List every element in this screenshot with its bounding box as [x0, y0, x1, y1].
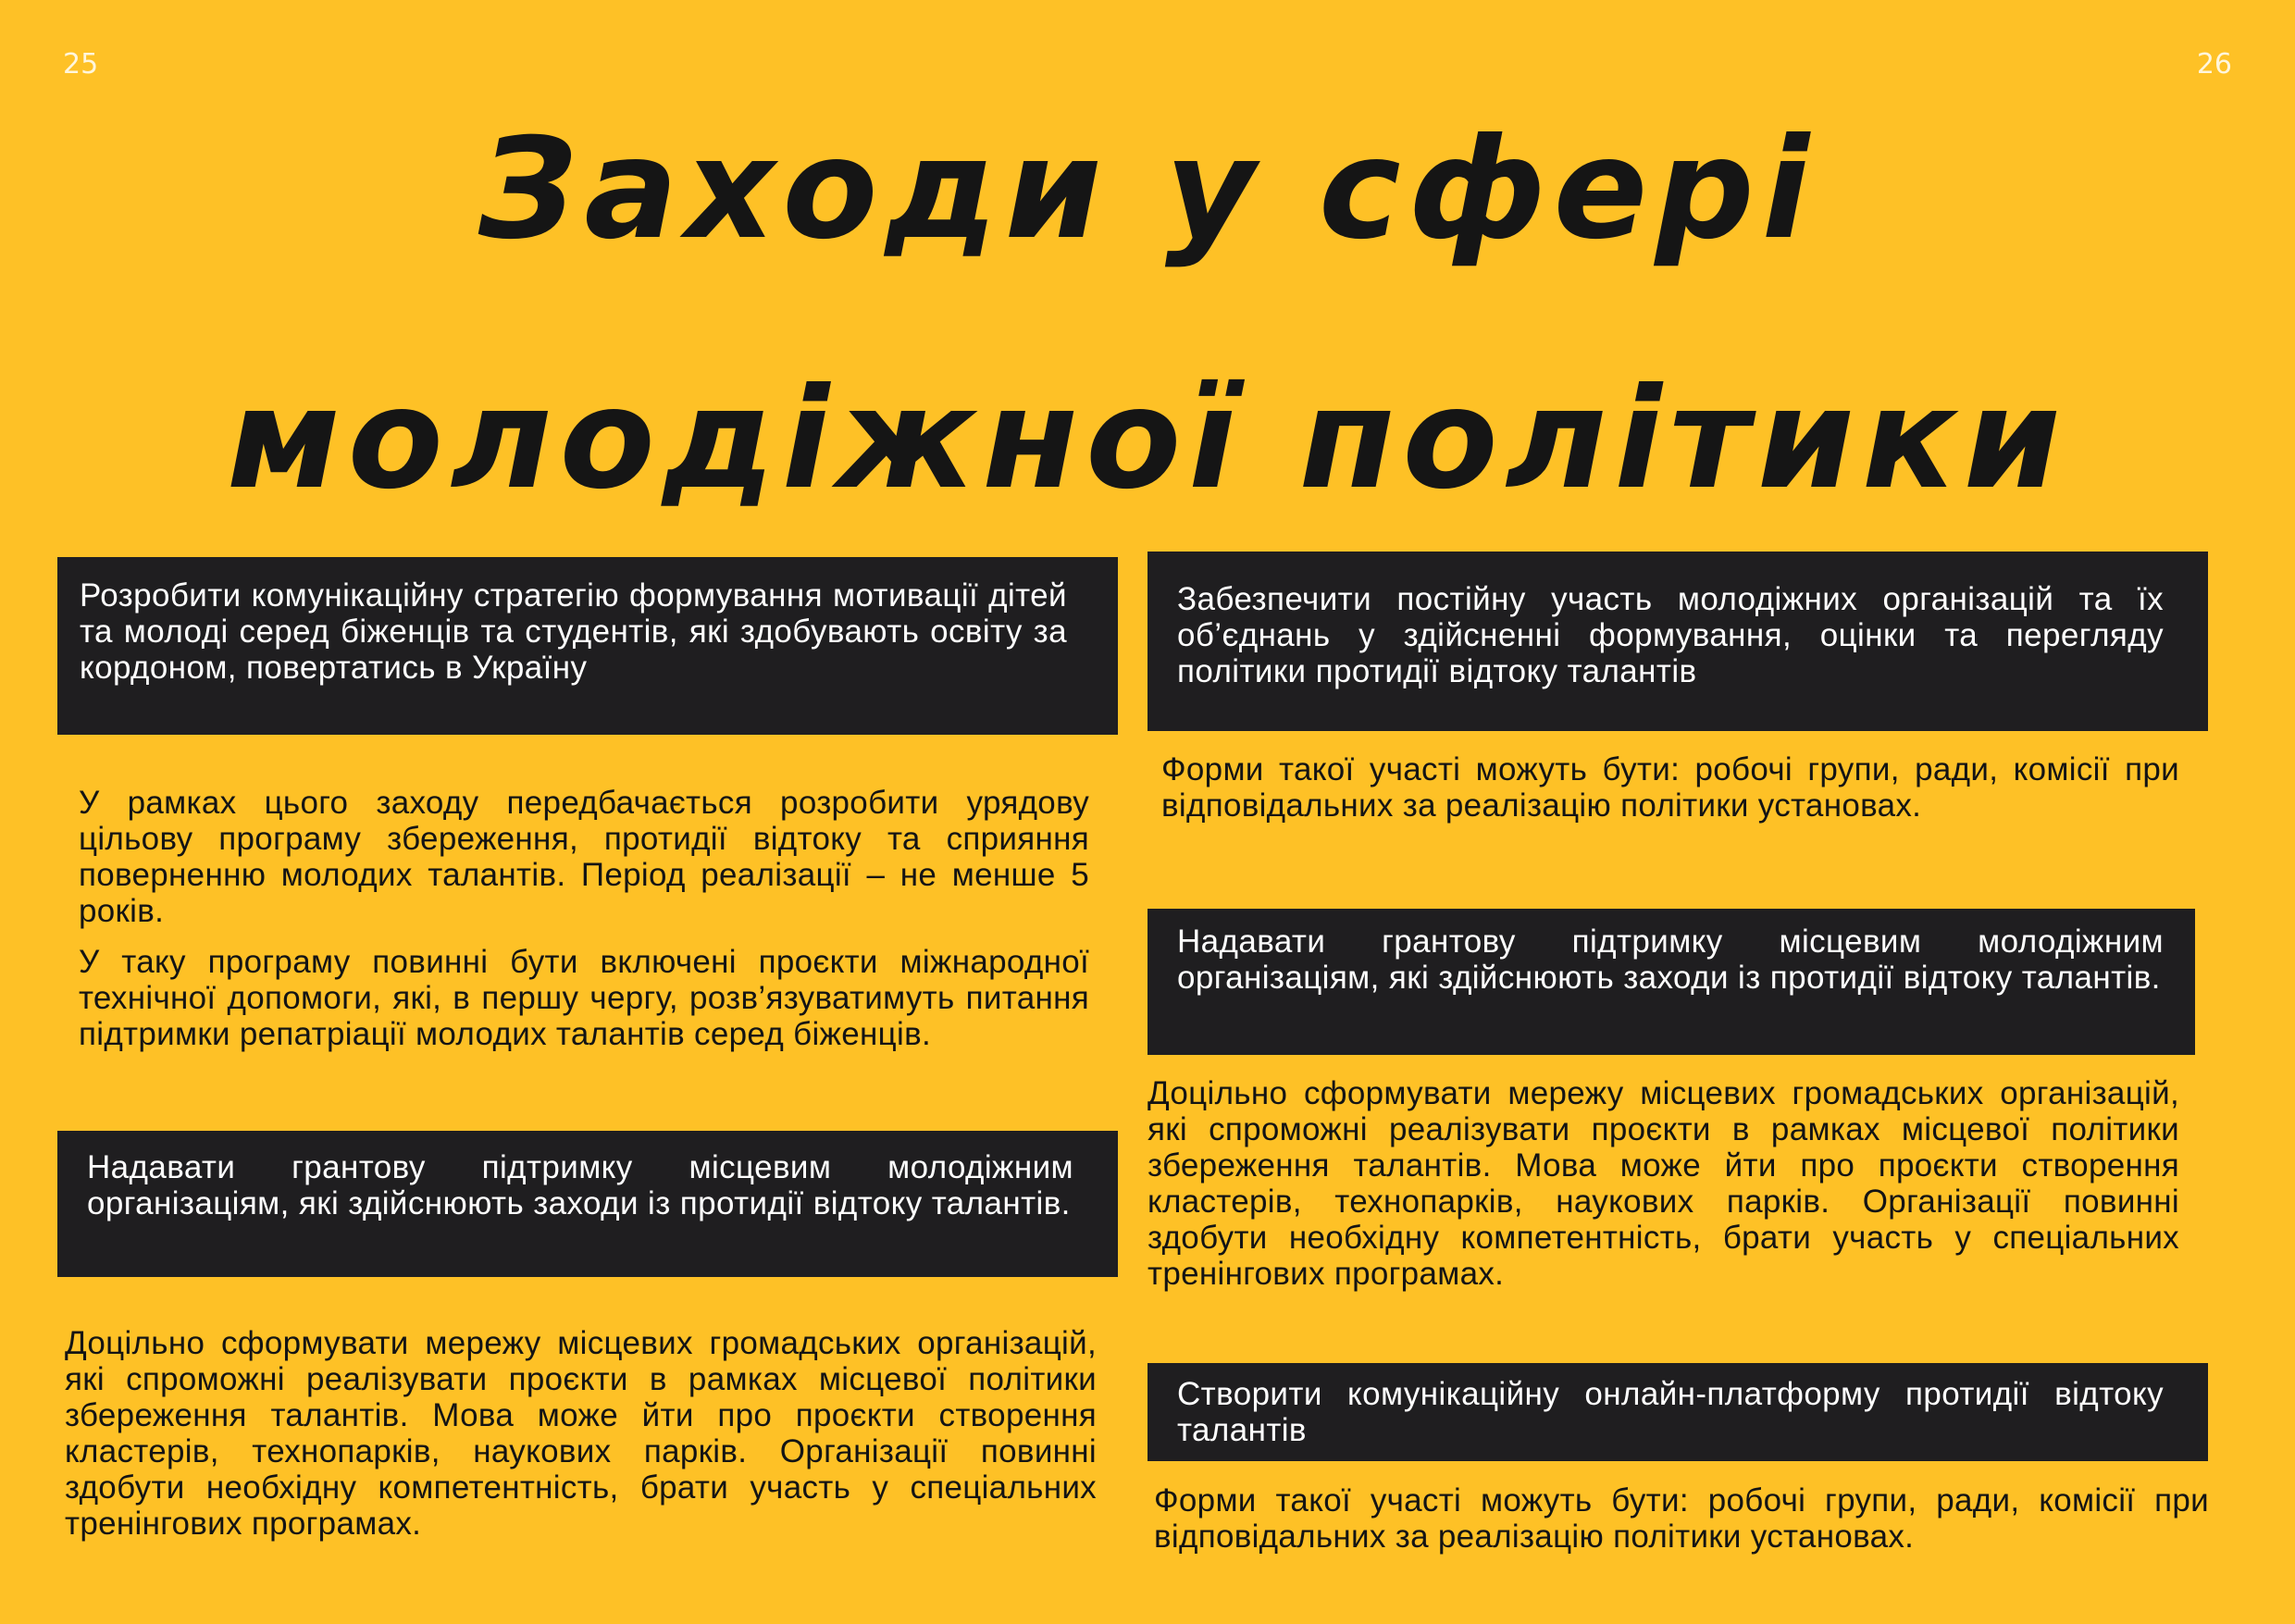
page-title [0, 65, 2295, 564]
left-paragraph-1: У рамках цього заходу передбачається розробити урядову цільову програму збереження, протидії відтоку та сприяння поверненню молодих талантів. Період реалізації – не менше 5 років. [79, 785, 1089, 929]
left-paragraph-2: У таку програму повинні бути включені проєкти міжнародної технічної допомоги, які, в першу чергу, розв’язуватимуть питання підтримки репатріації молодих талантів серед біженців. [79, 944, 1089, 1052]
left-paragraph-3: Доцільно сформувати мережу місцевих громадських організацій, які спроможні реалізувати проєкти в рамках місцевої політики збереження талантів. Мова може йти про проєкти створення кластерів, технопарків, наукових парків. Організації повинні здобути необхідну компетентність, брати участь у спеціальних тренінгових програмах. [65, 1325, 1097, 1542]
right-measure-box-1: Забезпечити постійну участь молодіжних організацій та їх об’єднань у здійсненні формування, оцінки та перегляду політики протидії відтоку талантів [1148, 552, 2208, 731]
right-paragraph-3: Форми такої участі можуть бути: робочі групи, ради, комісії при відповідальних за реалізацію політики установах. [1154, 1482, 2209, 1555]
right-paragraph-1: Форми такої участі можуть бути: робочі групи, ради, комісії при відповідальних за реалізацію політики установах. [1161, 751, 2179, 824]
page-title-line-2: молодіжної політики [227, 359, 2068, 520]
right-paragraph-2: Доцільно сформувати мережу місцевих громадських організацій, які спроможні реалізувати проєкти в рамках місцевої політики збереження талантів. Мова може йти про проєкти створення кластерів, технопарків, наукових парків. Організації повинні здобути необхідну компетентність, брати участь у спеціальних тренінгових програмах. [1148, 1075, 2179, 1292]
right-measure-box-3: Створити комунікаційну онлайн-платформу протидії відтоку талантів [1148, 1363, 2208, 1461]
page-number-right: 26 [2196, 48, 2232, 81]
right-measure-box-2: Надавати грантову підтримку місцевим молодіжним організаціям, які здійснюють заходи із протидії відтоку талантів. [1148, 909, 2195, 1055]
page-number-left: 25 [63, 48, 99, 81]
left-measure-box-1: Розробити комунікаційну стратегію формування мотивації дітей та молоді серед біженців та студентів, які здобувають освіту за кордоном, повертатись в Україну [57, 557, 1118, 735]
left-measure-box-2: Надавати грантову підтримку місцевим молодіжним організаціям, які здійснюють заходи із протидії відтоку талантів. [57, 1131, 1118, 1277]
page-title-line-1: Заходи у сфері [478, 109, 1817, 270]
